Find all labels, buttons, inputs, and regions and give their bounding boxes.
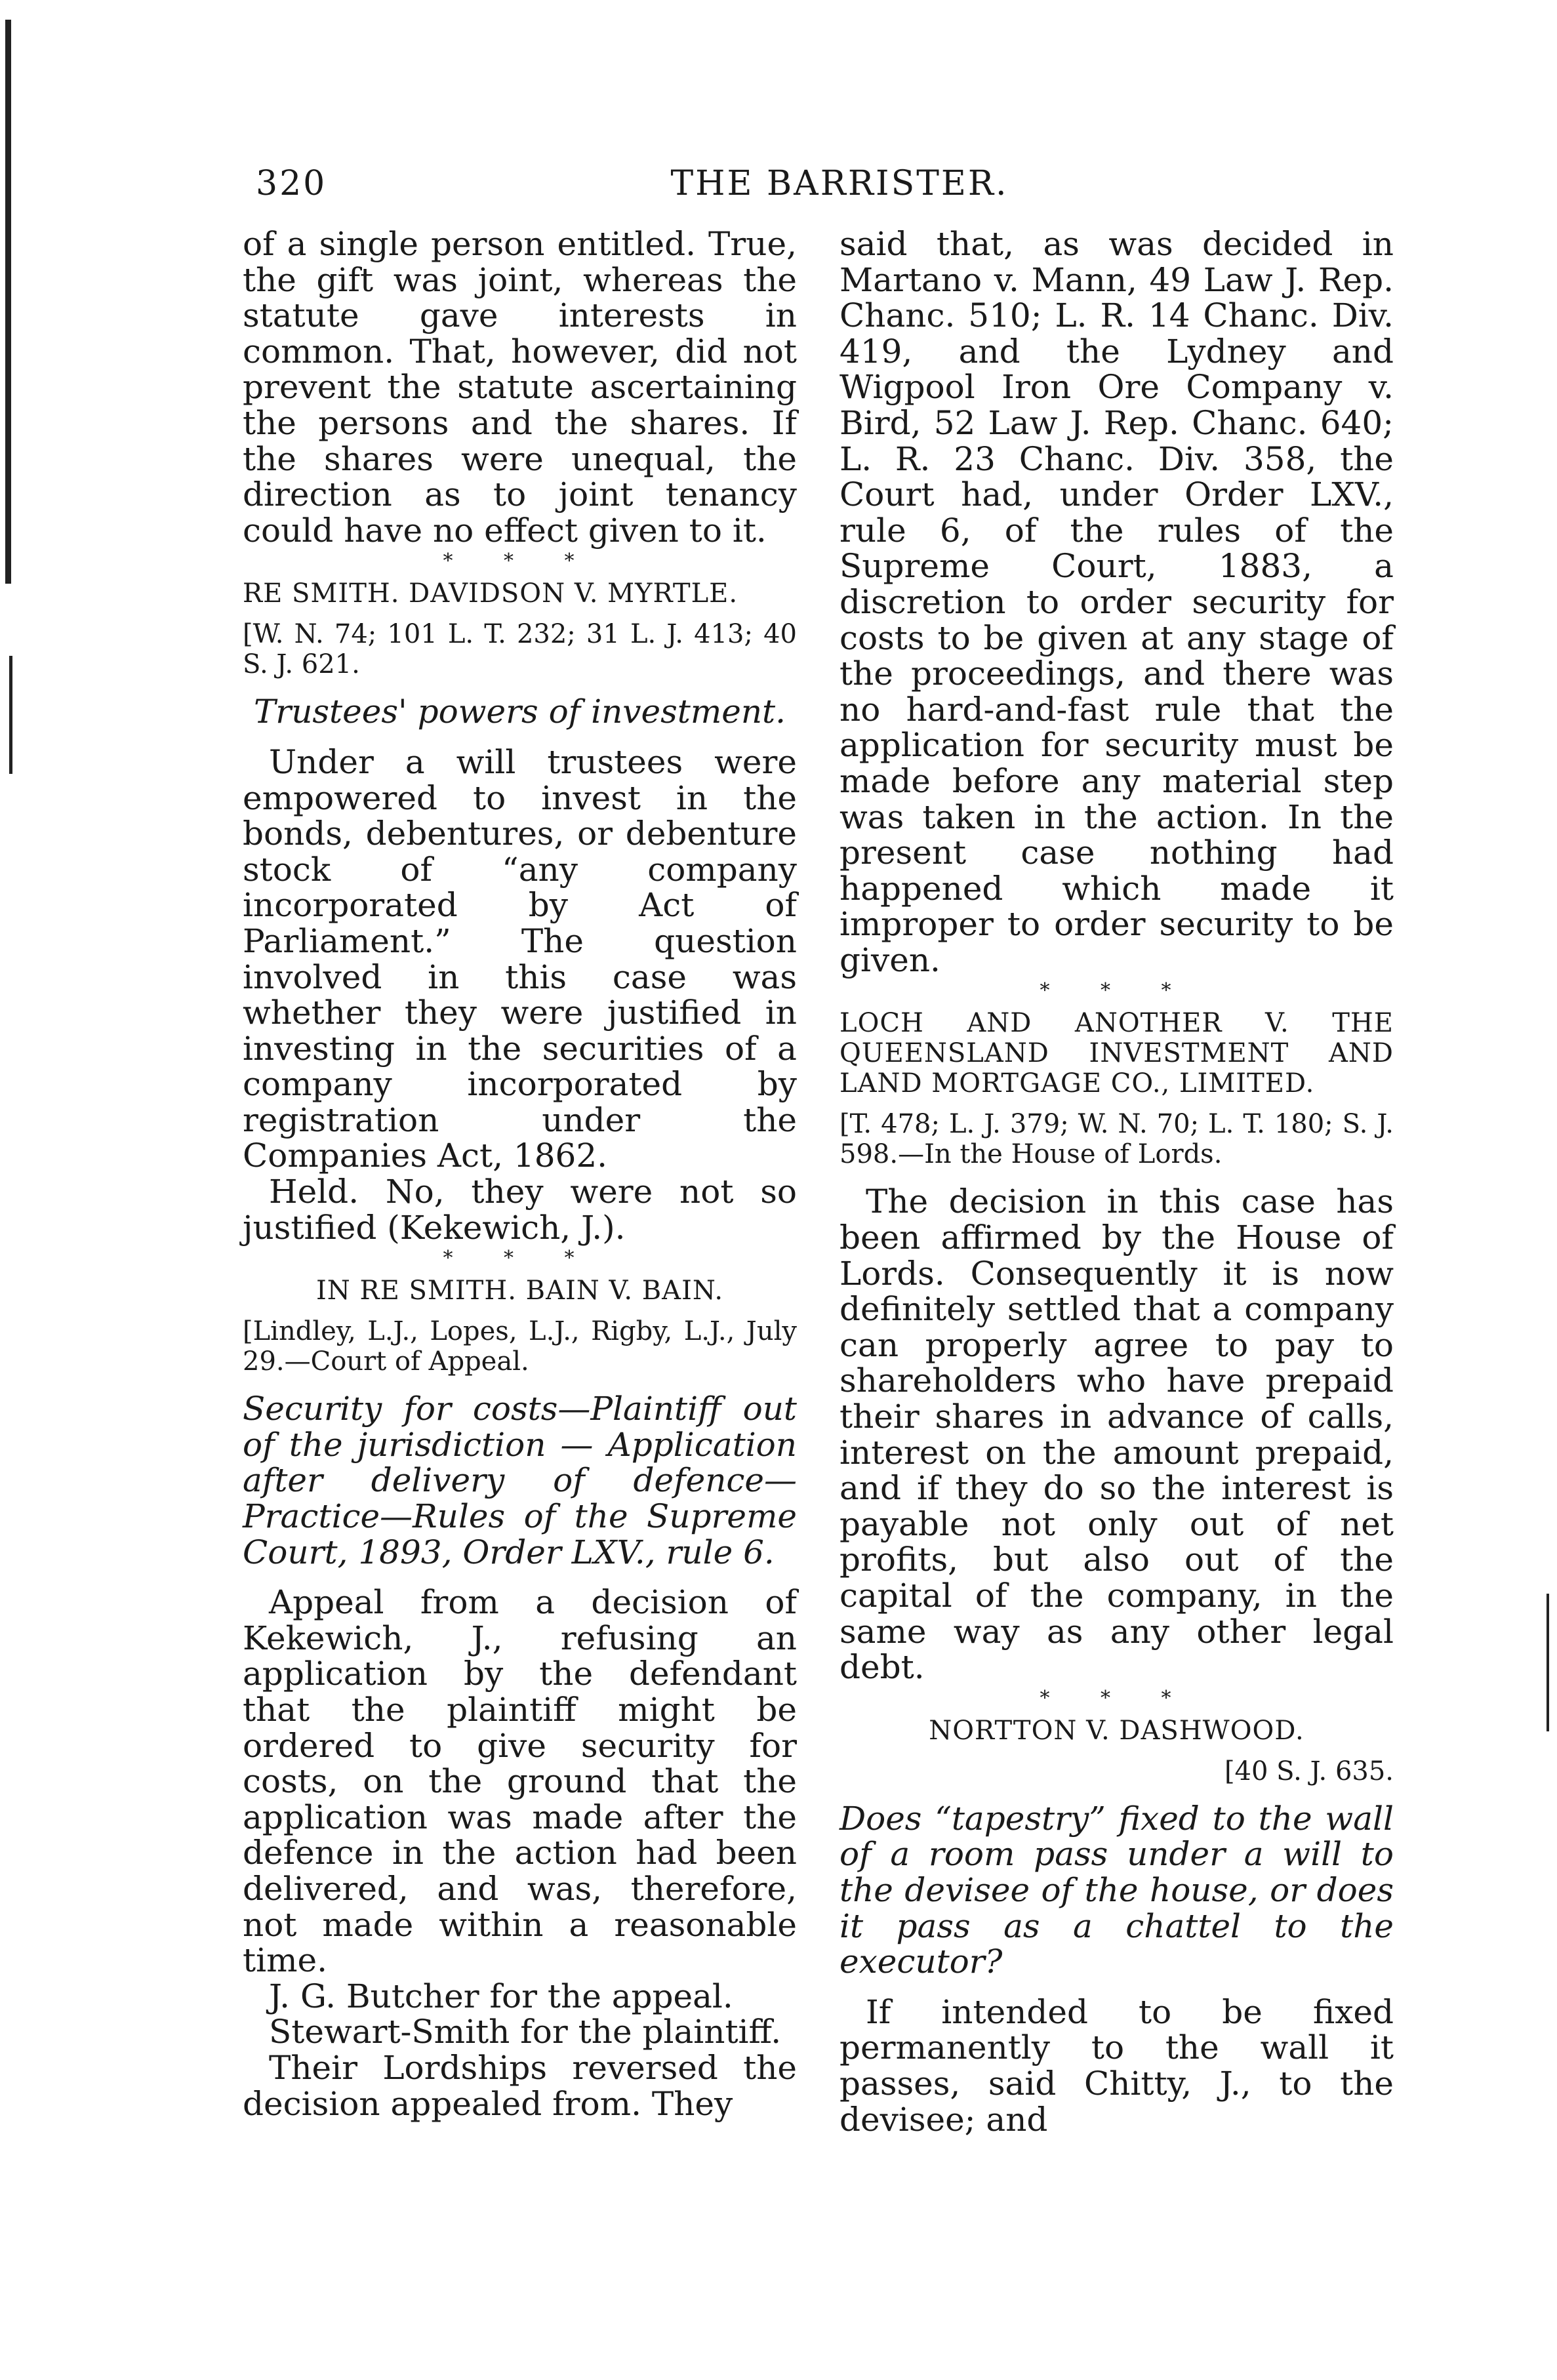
section-separator: * * * (443, 1247, 597, 1270)
section-separator: * * * (1040, 979, 1194, 1003)
paragraph: The decision in this case has been affirmed by the House of Lords. Consequently it is now definitely settled that a company can properly agree to pay to shareholders who have prepaid their shares in advance of calls, interest on the amount prepaid, and if they do so the interest is payable not only out of net profits, but also out of the capital of the company, in the same way as any other legal debt. (839, 1182, 1394, 1687)
scan-edge-mark (9, 656, 12, 774)
case-title: LOCH AND ANOTHER V. THE QUEENSLAND INVESTMENT AND LAND MORTGAGE CO., LIMITED. (839, 1008, 1394, 1099)
running-title: THE BARRISTER. (670, 164, 1009, 203)
case-citation: [Lindley, L.J., Lopes, L.J., Rigby, L.J., July 29.—Court of Appeal. (243, 1316, 797, 1377)
case-headnote: Security for costs—Plaintiff out of the jurisdiction — Application after delivery of defence—Practice—Rules of the Supreme Court, 1893, Order LXV., rule 6. (243, 1390, 797, 1571)
right-column (839, 226, 1394, 2137)
section-separator: * * * (443, 550, 597, 573)
scan-edge-mark (5, 20, 11, 584)
case-citation: [T. 478; L. J. 379; W. N. 70; L. T. 180; S. J. 598.—In the House of Lords. (839, 1109, 1394, 1170)
case-headnote: Does “tapestry” fixed to the wall of a room pass under a will to the devisee of the house, or does it pass as a chattel to the executor? (839, 1799, 1394, 1981)
paragraph: Under a will trustees were empowered to invest in the bonds, debentures, or debenture stock of “any company incorporated by Act of Parliament.” The question involved in this case was whether they were justified in investing in the securities of a company incorporated by registration under the Companies Act, 1862. (243, 742, 797, 1175)
section-separator: * * * (1040, 1686, 1194, 1710)
case-title: RE SMITH. DAVIDSON V. MYRTLE. (243, 578, 738, 609)
case-citation: [W. N. 74; 101 L. T. 232; 31 L. J. 413; 40 S. J. 621. (243, 619, 797, 680)
paragraph: Their Lordships reversed the decision appealed from. They (243, 2048, 797, 2123)
paragraph: said that, as was decided in Martano v. Mann, 49 Law J. Rep. Chanc. 510; L. R. 14 Chanc. Div. 419, and the Lydney and Wigpool Iron Ore Company v. Bird, 52 Law J. Rep. Chanc. 640; L. R. 23 Chanc. Div. 358, the Court had, under Order LXV., rule 6, of the rules of the Supreme Court, 1883, a discretion to order security for costs to be given at any stage of the proceedings, and there was no hard-and-fast rule that the application for security must be made before any material step was taken in the action. In the present case nothing had happened which made it improper to order security to be given. (839, 225, 1394, 979)
case-headnote: Trustees' powers of investment. (253, 693, 786, 731)
page-header (256, 164, 1423, 216)
paragraph: If intended to be fixed permanently to the wall it passes, said Chitty, J., to the devisee; and (839, 1992, 1394, 2139)
case-title: NORTTON V. DASHWOOD. (929, 1715, 1304, 1746)
paragraph: Stewart-Smith for the plaintiff. (269, 2013, 782, 2051)
paragraph: of a single person entitled. True, the gift was joint, whereas the statute gave interests in common. That, however, did not prevent the statute ascertaining the persons and the shares. If the shares were unequal, the direction as to joint tenancy could have no effect given to it. (243, 225, 797, 550)
left-column (243, 226, 797, 2122)
case-citation: [40 S. J. 635. (1224, 1756, 1394, 1786)
paragraph: Held. No, they were not so justified (Kekewich, J.). (243, 1173, 797, 1247)
case-title: IN RE SMITH. BAIN V. BAIN. (315, 1276, 724, 1306)
scan-edge-mark (1547, 1594, 1549, 1731)
paragraph: J. G. Butcher for the appeal. (269, 1977, 733, 2015)
paragraph: Appeal from a decision of Kekewich, J., refusing an application by the defendant that the plaintiff might be ordered to give security for costs, on the ground that the application was made after the defence in the action had been delivered, and was, therefore, not made within a reasonable time. (243, 1583, 797, 1980)
page-number: 320 (256, 164, 327, 203)
